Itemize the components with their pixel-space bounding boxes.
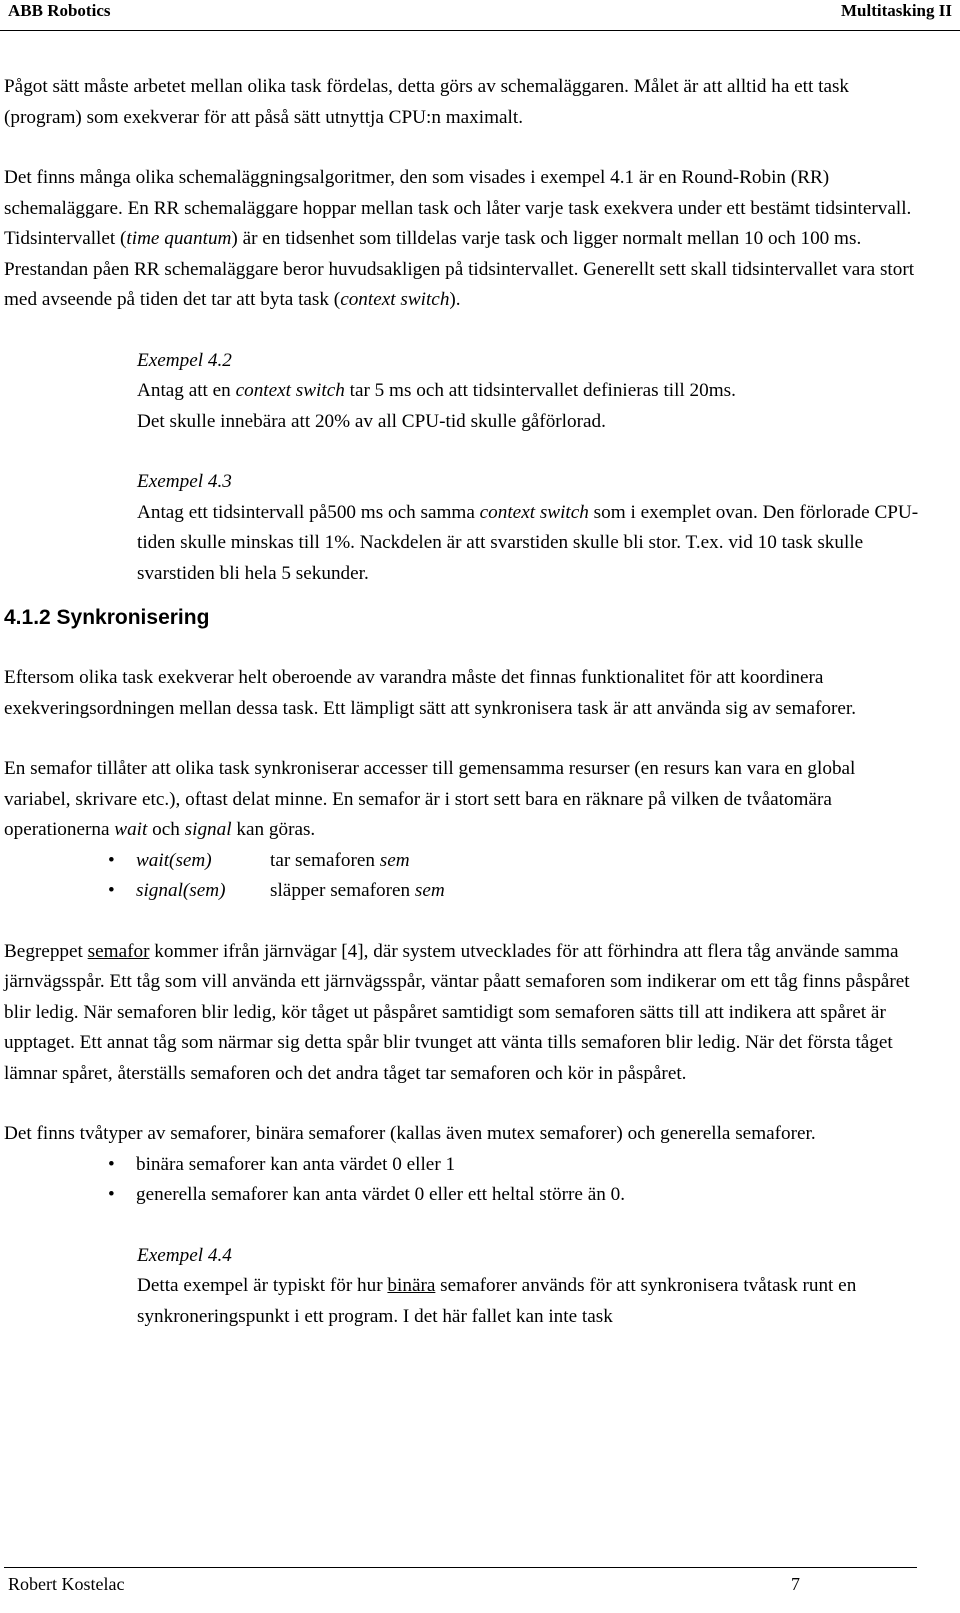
bullet-icon: • <box>108 1184 115 1205</box>
header-chapter: Multitasking II <box>841 1 952 20</box>
list-item: • generella semaforer kan anta värdet 0 eller ett heltal större än 0. <box>4 1180 924 1211</box>
section-heading: 4.1.2 Synkronisering <box>4 606 210 629</box>
page-header <box>8 0 952 22</box>
paragraph-scheduler-intro: Pågot sätt måste arbetet mellan olika task fördelas, detta görs av schemaläggaren. Målet är att alltid ha ett task (program) som exekverar för att påså sätt utnyttja CPU:n maximalt. <box>4 76 850 128</box>
list-item: • wait(sem) tar semaforen sem <box>4 846 924 877</box>
example-4-2 <box>137 346 924 438</box>
example-title: Exempel 4.4 <box>137 1244 232 1266</box>
example-4-3 <box>137 467 924 589</box>
page-body <box>4 72 924 1332</box>
paragraph-synchronization: Eftersom olika task exekverar helt oberoende av varandra måste det finnas funktionalitet för att koordinera exekveringsordningen mellan dessa task. Ett lämpligt sätt att synkronisera task är att använda sig av semaforer. <box>4 667 856 719</box>
paragraph-semaphore-intro: En semafor tillåter att olika task synkroniserar accesser till gemensamma resurser (en resurs kan vara en global variabel, skrivare etc.), oftast delat minne. En semafor är i stort sett bara en räknare på vilken de tvåatomära operationerna wait och signal kan göras. <box>4 758 856 840</box>
example-4-4 <box>137 1241 924 1333</box>
example-text: Detta exempel är typiskt för hur binära semaforer används för att synkronisera tvåtask runt en synkroneringspunkt i ett program. I det här fallet kan inte task <box>137 1275 857 1327</box>
semaphore-types-list <box>4 1150 924 1211</box>
footer-author: Robert Kostelac <box>8 1574 125 1594</box>
example-line: Antag att en context switch tar 5 ms och att tidsintervallet definieras till 20ms. <box>137 380 736 401</box>
paragraph-round-robin: Det finns många olika schemaläggningsalgoritmer, den som visades i exempel 4.1 är en Round-Robin (RR) schemaläggare. En RR schemaläggare hoppar mellan task och låter varje task exekvera under ett bestämt tidsintervall. Tidsintervallet (time quantum) är en tidsenhet som tilldelas varje task och ligger normalt mellan 10 och 100 ms. Prestandan påen RR schemaläggare beror huvudsakligen på tidsintervallet. Generellt sett skall tidsintervallet vara stort med avseende på tiden det tar att byta task (context switch). <box>4 167 915 310</box>
bullet-icon: • <box>108 880 115 901</box>
paragraph-semaphore-types: Det finns tvåtyper av semaforer, binära semaforer (kallas även mutex semaforer) och generella semaforer. <box>4 1123 816 1144</box>
list-item: • binära semaforer kan anta värdet 0 eller 1 <box>4 1150 924 1181</box>
bullet-icon: • <box>108 849 115 871</box>
example-line: Det skulle innebära att 20% av all CPU-tid skulle gåförlorad. <box>137 410 606 432</box>
footer-rule <box>4 1567 917 1568</box>
bullet-icon: • <box>108 1153 115 1175</box>
header-rule <box>0 30 960 31</box>
example-title: Exempel 4.3 <box>137 471 232 492</box>
semaphore-operations-list <box>4 846 924 907</box>
paragraph-railway-analogy: Begreppet semafor kommer ifrån järnvägar [4], där system utvecklades för att förhindra att flera tåg använde samma järnvägsspår. Ett tåg som vill använda ett järnvägsspår, väntar påatt semaforen som indikerar om ett tåg finns påspåret blir ledig. När semaforen blir ledig, kör tåget ut påspåret samtidigt som semaforen sätts till att indikera att spåret är upptaget. Ett annat tåg som närmar sig detta spår blir tvunget att vänta tills semaforen blir ledig. När det första tåget lämnar spåret, återställs semaforen och det andra tåget tar semaforen och kör in påspåret. <box>4 940 910 1084</box>
example-text: Antag ett tidsintervall på500 ms och samma context switch som i exemplet ovan. Den förlorade CPU-tiden skulle minskas till 1%. Nackdelen är att svarstiden skulle bli stor. T.ex. vid 10 task skulle svarstiden bli hela 5 sekunder. <box>137 501 919 584</box>
example-title: Exempel 4.2 <box>137 349 232 371</box>
list-item: • signal(sem) släpper semaforen sem <box>4 876 924 907</box>
page-number: 7 <box>791 1574 800 1594</box>
header-company: ABB Robotics <box>8 1 111 20</box>
